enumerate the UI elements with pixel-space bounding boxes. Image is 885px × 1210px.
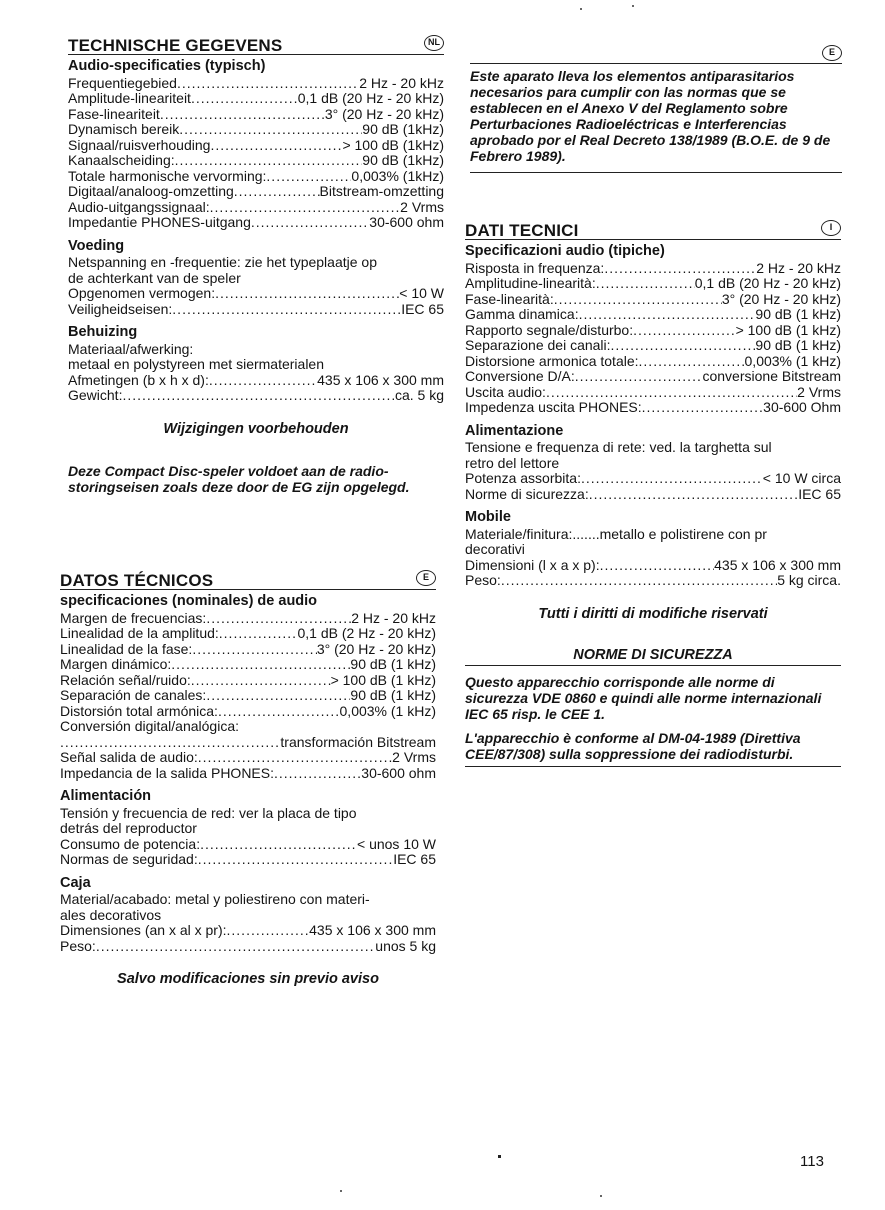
- spec-nl-audio-label: Fase-lineariteit: [68, 105, 160, 122]
- spec-it-housing-row: [465, 558, 841, 574]
- leader-dots: [266, 169, 351, 185]
- section-nl: [68, 35, 444, 495]
- language-badge-icon-nl: NL: [424, 35, 444, 51]
- housing-heading-es: Caja: [60, 874, 91, 891]
- section-header-nl: [68, 35, 444, 55]
- spec-es-audio-value: 0,1 dB (2 Hz - 20 kHz): [297, 625, 436, 641]
- leader-dots: [177, 76, 359, 92]
- leader-dots: [210, 200, 401, 216]
- spec-nl-power-row: [68, 286, 444, 302]
- scan-speck: [632, 5, 634, 7]
- spec-it-audio-row: [465, 354, 841, 370]
- leader-dots: [611, 338, 756, 354]
- leader-dots: [219, 626, 298, 642]
- power-heading-nl: Voeding: [68, 237, 125, 254]
- leader-dots: [192, 642, 316, 658]
- scan-speck: [498, 1155, 501, 1158]
- spec-it-audio-value: > 100 dB (1 kHz): [735, 321, 841, 338]
- spec-list-es-audio-2: [60, 735, 436, 782]
- leader-dots: [122, 388, 395, 404]
- spec-es-audio2-row: [60, 766, 436, 782]
- spec-nl-audio-value: 90 dB (1kHz): [362, 152, 444, 168]
- spec-es-audio2-label: Señal salida de audio:: [60, 749, 198, 765]
- spec-es-audio-value: 3° (20 Hz - 20 kHz): [316, 640, 436, 657]
- spec-es-audio-label: Separación de canales:: [60, 687, 207, 703]
- spec-es-audio2-value: 2 Vrms: [392, 749, 436, 765]
- housing-text-es-1: Material/acabado: metal y poliestireno con materi-: [60, 891, 370, 907]
- audio-heading-es: specificaciones (nominales) de audio: [60, 593, 318, 609]
- power-text-it-2: retro del lettore: [465, 454, 560, 471]
- spec-it-power-value: < 10 W circa: [762, 470, 841, 486]
- spec-es-audio-value: 90 dB (1 kHz): [350, 656, 436, 672]
- leader-dots: [234, 184, 320, 200]
- reservation-nl: Wijzigingen voorbehouden: [163, 420, 349, 437]
- leader-dots: [639, 354, 745, 370]
- spec-nl-audio-row: [68, 107, 444, 123]
- leader-dots: [171, 657, 350, 673]
- spec-es-audio-value: 0,003% (1 kHz): [339, 702, 436, 719]
- language-badge-icon-es: E: [416, 570, 436, 586]
- spec-nl-housing-value: ca. 5 kg: [394, 387, 444, 403]
- housing-heading-it: Mobile: [465, 509, 511, 525]
- spec-es-audio-label: Relación señal/ruido:: [60, 671, 191, 688]
- spec-it-audio-label: Fase-linearità:: [465, 290, 554, 307]
- spec-nl-housing-label: Afmetingen (b x h x d):: [68, 371, 209, 388]
- spec-nl-audio-row: [68, 200, 444, 216]
- spec-nl-housing-value: 435 x 106 x 300 mm: [317, 371, 444, 388]
- leader-dots: [596, 276, 695, 292]
- leader-dots: [600, 558, 715, 574]
- spec-nl-audio-value: 0,003% (1kHz): [351, 167, 444, 184]
- power-heading-it: Alimentazione: [465, 422, 564, 439]
- spec-it-audio-label: Gamma dinamica:: [465, 306, 579, 322]
- spec-es-audio-row: [60, 673, 436, 689]
- safety-block-it: [465, 674, 841, 767]
- spec-list-es-housing: [60, 923, 436, 954]
- leader-dots: [206, 688, 350, 704]
- spec-it-audio-value: 3° (20 Hz - 20 kHz): [721, 290, 841, 307]
- spec-it-power-value: IEC 65: [798, 485, 841, 502]
- section-header-es-notice: [470, 45, 842, 64]
- language-badge-icon-es-notice: E: [822, 45, 842, 61]
- spec-es-power-row: [60, 852, 436, 868]
- spec-nl-audio-label: Totale harmonische vervorming:: [68, 167, 267, 184]
- leader-dots: [589, 487, 798, 503]
- spec-list-nl-audio: [68, 76, 444, 231]
- reservation-es: Salvo modificaciones sin previo aviso: [117, 971, 379, 987]
- housing-text-nl-2: metaal en polystyreen met siermaterialen: [68, 356, 325, 372]
- spec-nl-housing-row: [68, 388, 444, 404]
- leader-dots: [218, 704, 340, 720]
- leader-dots: [206, 611, 351, 627]
- spec-nl-power-row: [68, 302, 444, 318]
- spec-it-audio-label: Rapporto segnale/disturbo:: [465, 321, 634, 338]
- spec-it-audio-value: 90 dB (1 kHz): [755, 337, 841, 353]
- spec-es-housing-label: Dimensiones (an x al x pr):: [60, 922, 227, 938]
- spec-it-audio-value: 2 Hz - 20 kHz: [756, 259, 841, 276]
- spec-es-audio-label: Margen de frecuencias:: [60, 609, 207, 626]
- spec-es-audio-row: [60, 642, 436, 658]
- spec-nl-power-label: Opgenomen vermogen:: [68, 285, 216, 301]
- spec-es-housing-label: Peso:: [60, 937, 96, 954]
- leader-dots: [96, 939, 375, 955]
- spec-nl-audio-label: Impedantie PHONES-uitgang: [68, 214, 251, 230]
- spec-es-audio-label: Linealidad de la fase:: [60, 640, 193, 657]
- emc-notice-es: Este aparato lleva los elementos antiparasitarios necesarios para cumplir con las normas que se establecen en el Anexo V del Reglamento sobre Perturbaciones Radioeléctricas e Interferencias aprobado por el Real Decreto 138/1989 (B.O.E. de 9 de Febrero 1989).: [470, 68, 842, 173]
- spec-es-audio-value: 90 dB (1 kHz): [350, 687, 436, 703]
- leader-dots: [191, 673, 331, 689]
- spec-it-audio-row: [465, 323, 841, 339]
- power-text-es-1: Tensión y frecuencia de red: ver la placa de tipo: [60, 804, 357, 821]
- scan-speck: [340, 1190, 342, 1192]
- spec-it-audio-row: [465, 369, 841, 385]
- spec-it-audio-row: [465, 292, 841, 308]
- spec-it-housing-row: [465, 573, 841, 589]
- spec-nl-audio-value: 3° (20 Hz - 20 kHz): [324, 105, 444, 122]
- spec-es-housing-row: [60, 923, 436, 939]
- leader-dots: [172, 302, 401, 318]
- leader-dots: [215, 286, 399, 302]
- spec-es-audio-row: [60, 657, 436, 673]
- section-it: [465, 220, 841, 767]
- leader-dots: [191, 91, 298, 107]
- spec-es-audio2-value: 30-600 ohm: [361, 764, 436, 781]
- page-number: 113: [800, 1153, 824, 1170]
- safety-title-it: NORME DI SICUREZZA: [465, 648, 841, 666]
- spec-nl-audio-label: Signaal/ruisverhouding: [68, 136, 211, 153]
- spec-nl-power-value: IEC 65: [401, 300, 444, 317]
- leader-dots: [60, 735, 280, 751]
- spec-it-audio-value: conversione Bitstream: [702, 368, 841, 384]
- spec-es-audio-value: > 100 dB (1 kHz): [330, 671, 436, 688]
- leader-dots: [581, 471, 763, 487]
- spec-it-housing-value: 435 x 106 x 300 mm: [714, 556, 841, 573]
- safety-paragraph-it-1: Questo apparecchio corrisponde alle norme di sicurezza VDE 0860 e quindi alle norme internazionali IEC 65 risp. le CEE 1.: [465, 673, 822, 722]
- leader-dots: [633, 323, 735, 339]
- spec-nl-audio-label: Amplitude-lineariteit: [68, 90, 191, 106]
- housing-text-es-2: ales decorativos: [60, 906, 162, 923]
- section-title-es: DATOS TÉCNICOS: [60, 570, 214, 590]
- spec-es-audio-label: Distorsión total armónica:: [60, 702, 218, 719]
- spec-it-audio-row: [465, 400, 841, 416]
- spec-nl-housing-label: Gewicht:: [68, 387, 123, 403]
- leader-dots: [579, 307, 756, 323]
- spec-nl-audio-row: [68, 76, 444, 92]
- conversion-label-es: Conversión digital/analógica:: [60, 718, 239, 734]
- spec-it-audio-row: [465, 261, 841, 277]
- spec-es-housing-row: [60, 939, 436, 955]
- spec-it-audio-value: 2 Vrms: [797, 383, 841, 400]
- spec-es-audio-row: [60, 688, 436, 704]
- leader-dots: [198, 852, 393, 868]
- spec-it-housing-label: Dimensioni (l x a x p):: [465, 556, 600, 573]
- spec-it-power-label: Potenza assorbita:: [465, 470, 581, 486]
- spec-es-power-row: [60, 837, 436, 853]
- spec-list-it-housing: [465, 558, 841, 589]
- power-text-it-1: Tensione e frequenza di rete: ved. la targhetta sul: [465, 439, 772, 455]
- section-es-notice: [470, 45, 842, 173]
- spec-nl-power-value: < 10 W: [399, 285, 444, 301]
- spec-nl-audio-row: [68, 184, 444, 200]
- spec-nl-audio-label: Frequentiegebied: [68, 74, 177, 91]
- spec-es-audio-row: [60, 611, 436, 627]
- spec-it-power-label: Norme di sicurezza:: [465, 485, 589, 502]
- power-heading-es: Alimentación: [60, 788, 152, 804]
- spec-it-audio-value: 30-600 Ohm: [763, 399, 841, 415]
- spec-it-power-row: [465, 487, 841, 503]
- spec-nl-audio-row: [68, 215, 444, 231]
- spec-es-housing-value: unos 5 kg: [375, 937, 436, 954]
- housing-heading-nl: Behuizing: [68, 324, 138, 340]
- spec-list-es-power: [60, 837, 436, 868]
- spec-it-audio-row: [465, 338, 841, 354]
- language-badge-icon-it: I: [821, 220, 841, 236]
- leader-dots: [198, 750, 392, 766]
- spec-it-audio-label: Conversione D/A:: [465, 368, 575, 384]
- section-title-nl: TECHNISCHE GEGEVENS: [68, 35, 283, 55]
- audio-heading-nl: Audio-specificaties (typisch): [68, 58, 266, 74]
- spec-es-audio2-label: Impedancia de la salida PHONES:: [60, 764, 274, 781]
- spec-es-audio2-value: transformación Bitstream: [280, 733, 436, 750]
- power-text-es-2: detrás del reproductor: [60, 820, 197, 836]
- spec-it-audio-label: Separazione dei canali:: [465, 337, 611, 353]
- spec-es-audio2-row: [60, 750, 436, 766]
- spec-nl-audio-value: 90 dB (1kHz): [362, 121, 444, 137]
- spec-nl-audio-row: [68, 153, 444, 169]
- spec-es-audio-row: [60, 704, 436, 720]
- spec-nl-audio-label: Digitaal/analoog-omzetting: [68, 183, 234, 199]
- spec-it-audio-label: Amplitudine-linearità:: [465, 275, 596, 291]
- leader-dots: [209, 373, 317, 389]
- spec-list-it-power: [465, 471, 841, 502]
- spec-nl-audio-value: > 100 dB (1kHz): [342, 136, 444, 153]
- spec-es-audio-value: 2 Hz - 20 kHz: [351, 609, 436, 626]
- leader-dots: [210, 138, 342, 154]
- spec-it-audio-label: Impedenza uscita PHONES:: [465, 399, 642, 415]
- reservation-it: Tutti i diritti di modifiche riservati: [538, 605, 768, 622]
- spec-es-power-label: Normas de seguridad:: [60, 851, 198, 867]
- spec-it-housing-value: 5 kg circa.: [777, 572, 841, 588]
- spec-it-power-row: [465, 471, 841, 487]
- spec-list-es-audio: [60, 611, 436, 720]
- spec-it-audio-label: Distorsione armonica totale:: [465, 352, 639, 369]
- leader-dots: [160, 107, 325, 123]
- spec-nl-audio-value: 0,1 dB (20 Hz - 20 kHz): [297, 90, 444, 106]
- spec-nl-audio-value: 30-600 ohm: [369, 214, 444, 230]
- housing-text-nl-1: Materiaal/afwerking:: [68, 340, 194, 357]
- spec-nl-audio-row: [68, 91, 444, 107]
- spec-it-audio-row: [465, 276, 841, 292]
- leader-dots: [546, 385, 797, 401]
- spec-es-power-label: Consumo de potencia:: [60, 835, 201, 852]
- spec-it-audio-value: 0,1 dB (20 Hz - 20 kHz): [694, 275, 841, 291]
- spec-es-power-value: IEC 65: [393, 851, 436, 867]
- spec-nl-audio-value: 2 Vrms: [400, 198, 444, 215]
- spec-nl-audio-row: [68, 138, 444, 154]
- housing-text-it-2: decorativi: [465, 541, 525, 557]
- section-title-it: DATI TECNICI: [465, 220, 579, 240]
- spec-es-audio-row: [60, 626, 436, 642]
- spec-es-audio2-row: [60, 735, 436, 751]
- leader-dots: [554, 292, 722, 308]
- spec-it-audio-value: 90 dB (1 kHz): [755, 306, 841, 322]
- spec-nl-audio-label: Kanaalscheiding:: [68, 152, 175, 168]
- spec-nl-audio-row: [68, 169, 444, 185]
- spec-es-housing-value: 435 x 106 x 300 mm: [309, 922, 436, 938]
- spec-it-audio-row: [465, 307, 841, 323]
- section-header-it: [465, 220, 841, 240]
- safety-paragraph-it-2: L'apparecchio è conforme al DM-04-1989 (Direttiva CEE/87/308) sulla soppressione dei radiodisturbi.: [465, 729, 801, 762]
- scan-speck: [600, 1195, 602, 1197]
- leader-dots: [200, 837, 357, 853]
- emc-notice-nl: Deze Compact Disc-speler voldoet aan de radio-storingseisen zoals deze door de EG zijn opgelegd.: [68, 463, 410, 495]
- section-es: [60, 570, 436, 988]
- leader-dots: [274, 766, 361, 782]
- scan-speck: [580, 8, 582, 10]
- spec-es-audio-label: Margen dinámico:: [60, 656, 172, 672]
- spec-it-audio-value: 0,003% (1 kHz): [744, 352, 841, 369]
- section-header-es: [60, 570, 436, 590]
- leader-dots: [501, 573, 777, 589]
- leader-dots: [175, 153, 363, 169]
- spec-nl-housing-row: [68, 373, 444, 389]
- spec-it-audio-row: [465, 385, 841, 401]
- leader-dots: [251, 215, 369, 231]
- spec-nl-audio-row: [68, 122, 444, 138]
- spec-nl-power-label: Veiligheidseisen:: [68, 300, 173, 317]
- power-text-nl-1: Netspanning en -frequentie: zie het typeplaatje op: [68, 254, 377, 270]
- audio-heading-it: Specificazioni audio (tipiche): [465, 243, 665, 259]
- spec-list-nl-housing: [68, 373, 444, 404]
- spec-es-power-value: < unos 10 W: [357, 835, 436, 852]
- leader-dots: [227, 923, 310, 939]
- power-text-nl-2: de achterkant van de speler: [68, 269, 241, 286]
- leader-dots: [604, 261, 756, 277]
- spec-list-it-audio: [465, 261, 841, 416]
- spec-it-audio-label: Uscita audio:: [465, 383, 546, 400]
- spec-es-audio-label: Linealidad de la amplitud:: [60, 625, 219, 641]
- spec-nl-audio-label: Dynamisch bereik: [68, 121, 180, 137]
- leader-dots: [575, 369, 703, 385]
- leader-dots: [179, 122, 362, 138]
- spec-nl-audio-label: Audio-uitgangssignaal:: [68, 198, 210, 215]
- spec-it-housing-label: Peso:: [465, 572, 501, 588]
- spec-it-audio-label: Risposta in frequenza:: [465, 259, 605, 276]
- spec-nl-audio-value: Bitstream-omzetting: [319, 183, 444, 199]
- housing-text-it-1: Materiale/finitura:.......metallo e polistirene con pr: [465, 525, 767, 542]
- spec-nl-audio-value: 2 Hz - 20 kHz: [359, 74, 444, 91]
- leader-dots: [642, 400, 764, 416]
- spec-list-nl-power: [68, 286, 444, 317]
